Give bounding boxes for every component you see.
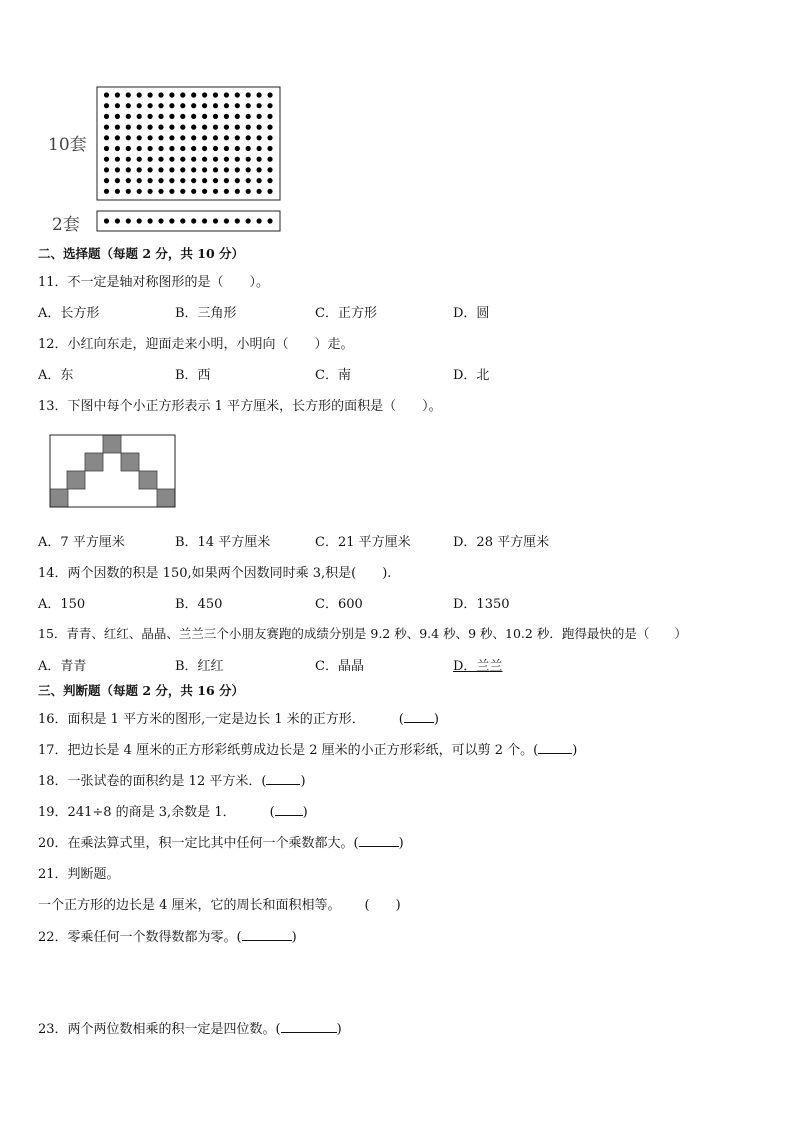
- dot: [257, 178, 262, 183]
- dot: [104, 157, 109, 162]
- gray-square: [67, 471, 85, 489]
- answer-parens[interactable]: ( ): [364, 898, 401, 913]
- dot: [104, 146, 109, 151]
- dot: [148, 125, 153, 130]
- dot: [224, 157, 229, 162]
- dot: [169, 135, 174, 140]
- dot: [257, 189, 262, 194]
- dot: [257, 103, 262, 108]
- question-17: 17．把边长是 4 厘米的正方形彩纸剪成边长是 2 厘米的小正方形彩纸，可以剪 2 个。( ): [38, 743, 578, 758]
- choice-section-header: 二、选择题（每题 2 分，共 10 分）: [38, 246, 245, 261]
- dot: [202, 125, 207, 130]
- q11-option-c[interactable]: C．正方形: [315, 306, 377, 321]
- dot: [213, 92, 218, 97]
- dot: [104, 103, 109, 108]
- dot: [169, 92, 174, 97]
- dot: [213, 189, 218, 194]
- dot: [180, 135, 185, 140]
- dot: [235, 114, 240, 119]
- answer-blank[interactable]: [266, 773, 300, 785]
- question-23-text: 23．两个两位数相乘的积一定是四位数。: [38, 1022, 276, 1037]
- answer-blank[interactable]: [281, 1021, 337, 1033]
- dot: [224, 114, 229, 119]
- dot: [180, 92, 185, 97]
- dot: [158, 167, 163, 172]
- dot: [191, 157, 196, 162]
- q12-option-c[interactable]: C．南: [315, 368, 351, 383]
- dot: [115, 135, 120, 140]
- dot: [126, 146, 131, 151]
- gray-square: [157, 489, 175, 507]
- dot: [246, 135, 251, 140]
- dot: [115, 157, 120, 162]
- dot: [213, 218, 218, 223]
- dot: [169, 167, 174, 172]
- dot: [126, 125, 131, 130]
- dot: [191, 167, 196, 172]
- dot: [213, 167, 218, 172]
- dot: [267, 92, 272, 97]
- dot: [224, 92, 229, 97]
- dot: [267, 125, 272, 130]
- dot: [267, 218, 272, 223]
- dot: [148, 189, 153, 194]
- label-10-sets: 10套: [48, 135, 87, 155]
- dot: [158, 178, 163, 183]
- dot: [202, 157, 207, 162]
- q15-option-d[interactable]: D．兰兰: [453, 659, 503, 674]
- dot: [115, 125, 120, 130]
- dot: [267, 103, 272, 108]
- dot: [115, 167, 120, 172]
- dot: [224, 178, 229, 183]
- dot: [137, 178, 142, 183]
- dot: [267, 189, 272, 194]
- dot: [180, 146, 185, 151]
- dot: [115, 146, 120, 151]
- answer-blank[interactable]: [404, 711, 434, 723]
- gray-square: [103, 435, 121, 453]
- dot: [158, 157, 163, 162]
- dot: [104, 178, 109, 183]
- q12-option-a[interactable]: A．东: [38, 368, 74, 383]
- dot: [148, 146, 153, 151]
- dot: [246, 92, 251, 97]
- dot: [202, 167, 207, 172]
- question-19: 19．241÷8 的商是 3,余数是 1． ( ): [38, 805, 308, 820]
- answer-blank[interactable]: [538, 742, 572, 754]
- q13-option-d[interactable]: D．28 平方厘米: [453, 535, 550, 550]
- dot: [246, 146, 251, 151]
- dot: [213, 178, 218, 183]
- dot: [169, 218, 174, 223]
- dot: [246, 103, 251, 108]
- dot-grid-10-frame: [97, 87, 280, 200]
- dot: [137, 125, 142, 130]
- q13-option-b[interactable]: B．14 平方厘米: [175, 535, 271, 550]
- dot: [180, 218, 185, 223]
- dot: [202, 189, 207, 194]
- dot: [213, 125, 218, 130]
- dot: [235, 92, 240, 97]
- dot: [104, 218, 109, 223]
- dot: [169, 146, 174, 151]
- question-23: 23．两个两位数相乘的积一定是四位数。( ): [38, 1022, 342, 1037]
- dot: [158, 114, 163, 119]
- dot: [169, 114, 174, 119]
- dot: [126, 167, 131, 172]
- dot: [257, 92, 262, 97]
- dot: [267, 157, 272, 162]
- q11-option-d[interactable]: D．圆: [453, 306, 490, 321]
- question-21-sub-text: 一个正方形的边长是 4 厘米，它的周长和面积相等。: [38, 898, 341, 913]
- dot: [158, 103, 163, 108]
- question-21: 21．判断题。: [38, 867, 120, 882]
- dot: [148, 103, 153, 108]
- answer-blank[interactable]: [242, 929, 292, 941]
- dot: [115, 218, 120, 223]
- q13-option-a[interactable]: A．7 平方厘米: [38, 535, 125, 550]
- question-22: 22．零乘任何一个数得数都为零。( ): [38, 930, 297, 945]
- dot: [246, 125, 251, 130]
- dot: [202, 103, 207, 108]
- dot: [104, 114, 109, 119]
- dot: [246, 189, 251, 194]
- dot: [213, 146, 218, 151]
- gray-square: [50, 489, 68, 507]
- dot: [267, 146, 272, 151]
- dot: [267, 178, 272, 183]
- dot: [158, 189, 163, 194]
- dot: [180, 157, 185, 162]
- q13-option-c[interactable]: C．21 平方厘米: [315, 535, 411, 550]
- dot: [257, 218, 262, 223]
- dot: [257, 167, 262, 172]
- dot: [213, 135, 218, 140]
- dot: [169, 189, 174, 194]
- dot: [137, 114, 142, 119]
- dot: [257, 157, 262, 162]
- dot: [137, 218, 142, 223]
- dot: [148, 218, 153, 223]
- dot: [137, 135, 142, 140]
- dot: [104, 189, 109, 194]
- dot: [257, 125, 262, 130]
- question-20-text: 20．在乘法算式里，积一定比其中任何一个乘数都大。: [38, 836, 354, 851]
- gray-square: [139, 471, 157, 489]
- q11-option-a[interactable]: A．长方形: [38, 306, 100, 321]
- question-17-text: 17．把边长是 4 厘米的正方形彩纸剪成边长是 2 厘米的小正方形彩纸，可以剪 2 个。: [38, 743, 534, 758]
- dot: [180, 125, 185, 130]
- dot: [213, 103, 218, 108]
- dot: [257, 135, 262, 140]
- question-12: 12．小红向东走，迎面走来小明，小明向（ ）走。: [38, 337, 354, 352]
- dot: [267, 167, 272, 172]
- question-21-statement: [38, 894, 401, 913]
- dot: [158, 146, 163, 151]
- dot: [191, 135, 196, 140]
- q15-option-a[interactable]: A．青青: [38, 659, 87, 674]
- dot: [246, 167, 251, 172]
- q12-option-d[interactable]: D．北: [453, 368, 490, 383]
- dot: [235, 125, 240, 130]
- dot: [148, 167, 153, 172]
- dot: [137, 103, 142, 108]
- dot: [158, 125, 163, 130]
- q14-option-b[interactable]: B．450: [175, 597, 223, 612]
- dot: [202, 114, 207, 119]
- dot: [267, 114, 272, 119]
- dot: [191, 178, 196, 183]
- dot: [224, 103, 229, 108]
- dot: [213, 114, 218, 119]
- q15-option-c[interactable]: C．晶晶: [315, 659, 364, 674]
- dot: [224, 167, 229, 172]
- dot: [169, 103, 174, 108]
- dot: [169, 125, 174, 130]
- dot: [137, 92, 142, 97]
- dot: [224, 125, 229, 130]
- dot: [246, 157, 251, 162]
- dot: [137, 146, 142, 151]
- judge-section-header: 三、判断题（每题 2 分，共 16 分）: [38, 683, 245, 698]
- dot-grid-2: [104, 218, 273, 223]
- dot: [148, 135, 153, 140]
- question-13: 13．下图中每个小正方形表示 1 平方厘米，长方形的面积是（ ）。: [38, 399, 442, 414]
- dot: [104, 167, 109, 172]
- dot-grid-10: [104, 92, 273, 193]
- dot: [180, 189, 185, 194]
- dot: [235, 103, 240, 108]
- dot: [246, 218, 251, 223]
- dot: [104, 92, 109, 97]
- dot: [191, 189, 196, 194]
- dot: [115, 103, 120, 108]
- dot: [169, 178, 174, 183]
- q14-option-c[interactable]: C．600: [315, 597, 363, 612]
- question-11: 11．不一定是轴对称图形的是（ ）。: [38, 275, 270, 290]
- dot: [126, 218, 131, 223]
- question-19-text: 19．241÷8 的商是 3,余数是 1．: [38, 805, 236, 820]
- dot: [191, 114, 196, 119]
- dot: [148, 114, 153, 119]
- dot: [235, 146, 240, 151]
- dot: [104, 125, 109, 130]
- dot: [224, 146, 229, 151]
- dot: [202, 146, 207, 151]
- dot: [224, 218, 229, 223]
- dot: [126, 114, 131, 119]
- dot: [202, 178, 207, 183]
- answer-blank[interactable]: [275, 804, 303, 816]
- dot: [202, 218, 207, 223]
- dot: [235, 135, 240, 140]
- dot: [126, 103, 131, 108]
- dot: [246, 114, 251, 119]
- dot: [180, 103, 185, 108]
- dot: [267, 135, 272, 140]
- dot: [115, 92, 120, 97]
- question-15: 15．青青、红红、晶晶、兰兰三个小朋友赛跑的成绩分别是 9.2 秒、9.4 秒、9 秒、10.2 秒．跑得最快的是（ ）: [38, 626, 687, 641]
- question-18: 18．一张试卷的面积约是 12 平方米．( ): [38, 774, 306, 789]
- dot: [126, 135, 131, 140]
- dot: [180, 167, 185, 172]
- dot: [235, 178, 240, 183]
- q14-option-d[interactable]: D．1350: [453, 597, 510, 612]
- dot: [191, 218, 196, 223]
- dot: [191, 92, 196, 97]
- dot: [202, 92, 207, 97]
- question-18-text: 18．一张试卷的面积约是 12 平方米．: [38, 774, 262, 789]
- dot: [158, 218, 163, 223]
- dot: [191, 125, 196, 130]
- gray-square: [85, 453, 103, 471]
- dot: [148, 92, 153, 97]
- dot: [246, 178, 251, 183]
- dot: [104, 135, 109, 140]
- dot: [213, 157, 218, 162]
- question-22-text: 22．零乘任何一个数得数都为零。: [38, 930, 237, 945]
- dot: [180, 114, 185, 119]
- dot-grid-figure: [96, 86, 282, 234]
- answer-blank[interactable]: [359, 835, 399, 847]
- label-2-sets: 2套: [52, 215, 80, 235]
- dot: [137, 157, 142, 162]
- q14-option-a[interactable]: A．150: [38, 597, 86, 612]
- dot: [137, 189, 142, 194]
- q12-option-b[interactable]: B．西: [175, 368, 211, 383]
- dot-grid-2-frame: [97, 211, 280, 231]
- q15-option-b[interactable]: B．红红: [175, 659, 224, 674]
- dot: [257, 146, 262, 151]
- dot: [224, 135, 229, 140]
- dot: [115, 189, 120, 194]
- dot: [148, 157, 153, 162]
- dot: [126, 157, 131, 162]
- dot: [158, 135, 163, 140]
- gray-square: [121, 453, 139, 471]
- dot: [202, 135, 207, 140]
- question-16: 16．面积是 1 平方米的图形,一定是边长 1 米的正方形． ( ): [38, 712, 439, 727]
- question-16-text: 16．面积是 1 平方米的图形,一定是边长 1 米的正方形．: [38, 712, 365, 727]
- dot: [191, 103, 196, 108]
- dot: [126, 92, 131, 97]
- dot: [235, 218, 240, 223]
- dot: [180, 178, 185, 183]
- dot: [137, 167, 142, 172]
- dot: [115, 178, 120, 183]
- dot: [126, 189, 131, 194]
- dot: [235, 167, 240, 172]
- dot: [148, 178, 153, 183]
- dot: [235, 157, 240, 162]
- dot: [235, 189, 240, 194]
- dot: [126, 178, 131, 183]
- dot: [158, 92, 163, 97]
- question-14: 14．两个因数的积是 150,如果两个因数同时乘 3,积是( ).: [38, 566, 392, 581]
- question-20: 20．在乘法算式里，积一定比其中任何一个乘数都大。( ): [38, 836, 404, 851]
- dot: [169, 157, 174, 162]
- dot: [257, 114, 262, 119]
- dot: [191, 146, 196, 151]
- dot: [115, 114, 120, 119]
- q11-option-b[interactable]: B．三角形: [175, 306, 237, 321]
- dot: [224, 189, 229, 194]
- q13-rectangle-figure: [49, 434, 177, 510]
